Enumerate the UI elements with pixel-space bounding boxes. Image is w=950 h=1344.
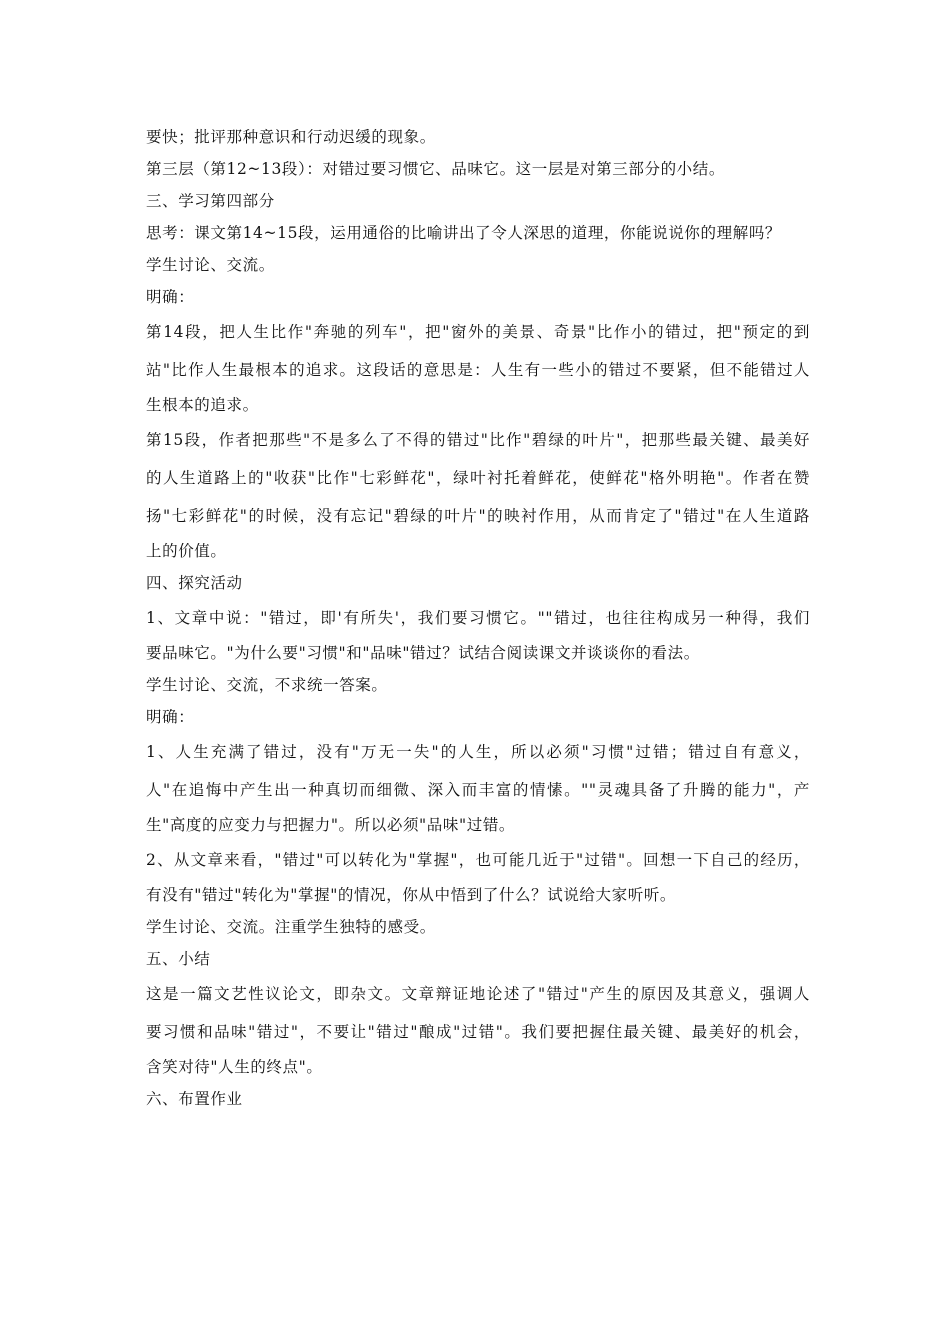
text-line: 有没有"错过"转化为"掌握"的情况，你从中悟到了什么？试说给大家听听。 [146, 886, 677, 904]
text-line: 1、人生充满了错过，没有"万无一失"的人生，所以必须"习惯"过错；错过自有意义， [146, 743, 810, 761]
section-heading: 五、小结 [146, 950, 211, 968]
text-line: 第三层（第12~13段）：对错过要习惯它、品味它。这一层是对第三部分的小结。 [146, 160, 725, 178]
document-body [146, 121, 810, 1115]
text-line: 1、文章中说："错过，即'有所失'，我们要习惯它。""错过，也往往构成另一种得，我们 [146, 609, 810, 627]
text-line: 要习惯和品味"错过"，不要让"错过"酿成"过错"。我们要把握住最关键、最美好的机会， [146, 1023, 810, 1041]
section-heading: 三、学习第四部分 [146, 192, 275, 210]
section-heading: 六、布置作业 [146, 1090, 243, 1108]
text-line: 明确： [146, 708, 195, 726]
text-line: 明确： [146, 288, 195, 306]
section-heading: 四、探究活动 [146, 574, 243, 592]
text-line: 含笑对待"人生的终点"。 [146, 1058, 323, 1076]
text-line: 学生讨论、交流。注重学生独特的感受。 [146, 918, 436, 936]
text-line: 生根本的追求。 [146, 396, 259, 414]
text-line: 思考：课文第14~15段，运用通俗的比喻讲出了令人深思的道理，你能说说你的理解吗？ [146, 224, 782, 242]
text-line: 第14段，把人生比作"奔驰的列车"，把"窗外的美景、奇景"比作小的错过，把"预定的到 [146, 323, 810, 341]
text-line: 站"比作人生最根本的追求。这段话的意思是：人生有一些小的错过不要紧，但不能错过人 [146, 361, 810, 379]
text-line: 这是一篇文艺性议论文，即杂文。文章辩证地论述了"错过"产生的原因及其意义，强调人 [146, 985, 810, 1003]
text-line: 的人生道路上的"收获"比作"七彩鲜花"，绿叶衬托着鲜花，使鲜花"格外明艳"。作者在赞 [146, 469, 810, 487]
text-line: 学生讨论、交流，不求统一答案。 [146, 676, 388, 694]
text-line: 上的价值。 [146, 542, 227, 560]
text-line: 2、从文章来看，"错过"可以转化为"掌握"，也可能几近于"过错"。回想一下自己的经历， [146, 851, 810, 869]
text-line: 要快；批评那种意识和行动迟缓的现象。 [146, 128, 436, 146]
text-line: 生"高度的应变力与把握力"。所以必须"品味"过错。 [146, 816, 516, 834]
text-line: 要品味它。"为什么要"习惯"和"品味"错过？试结合阅读课文并谈谈你的看法。 [146, 644, 700, 662]
text-line: 人"在追悔中产生出一种真切而细微、深入而丰富的情愫。""灵魂具备了升腾的能力"，产 [146, 781, 810, 799]
text-line: 扬"七彩鲜花"的时候，没有忘记"碧绿的叶片"的映衬作用，从而肯定了"错过"在人生道路 [146, 507, 810, 525]
text-line: 学生讨论、交流。 [146, 256, 275, 274]
text-line: 第15段，作者把那些"不是多么了不得的错过"比作"碧绿的叶片"，把那些最关键、最美好 [146, 431, 810, 449]
